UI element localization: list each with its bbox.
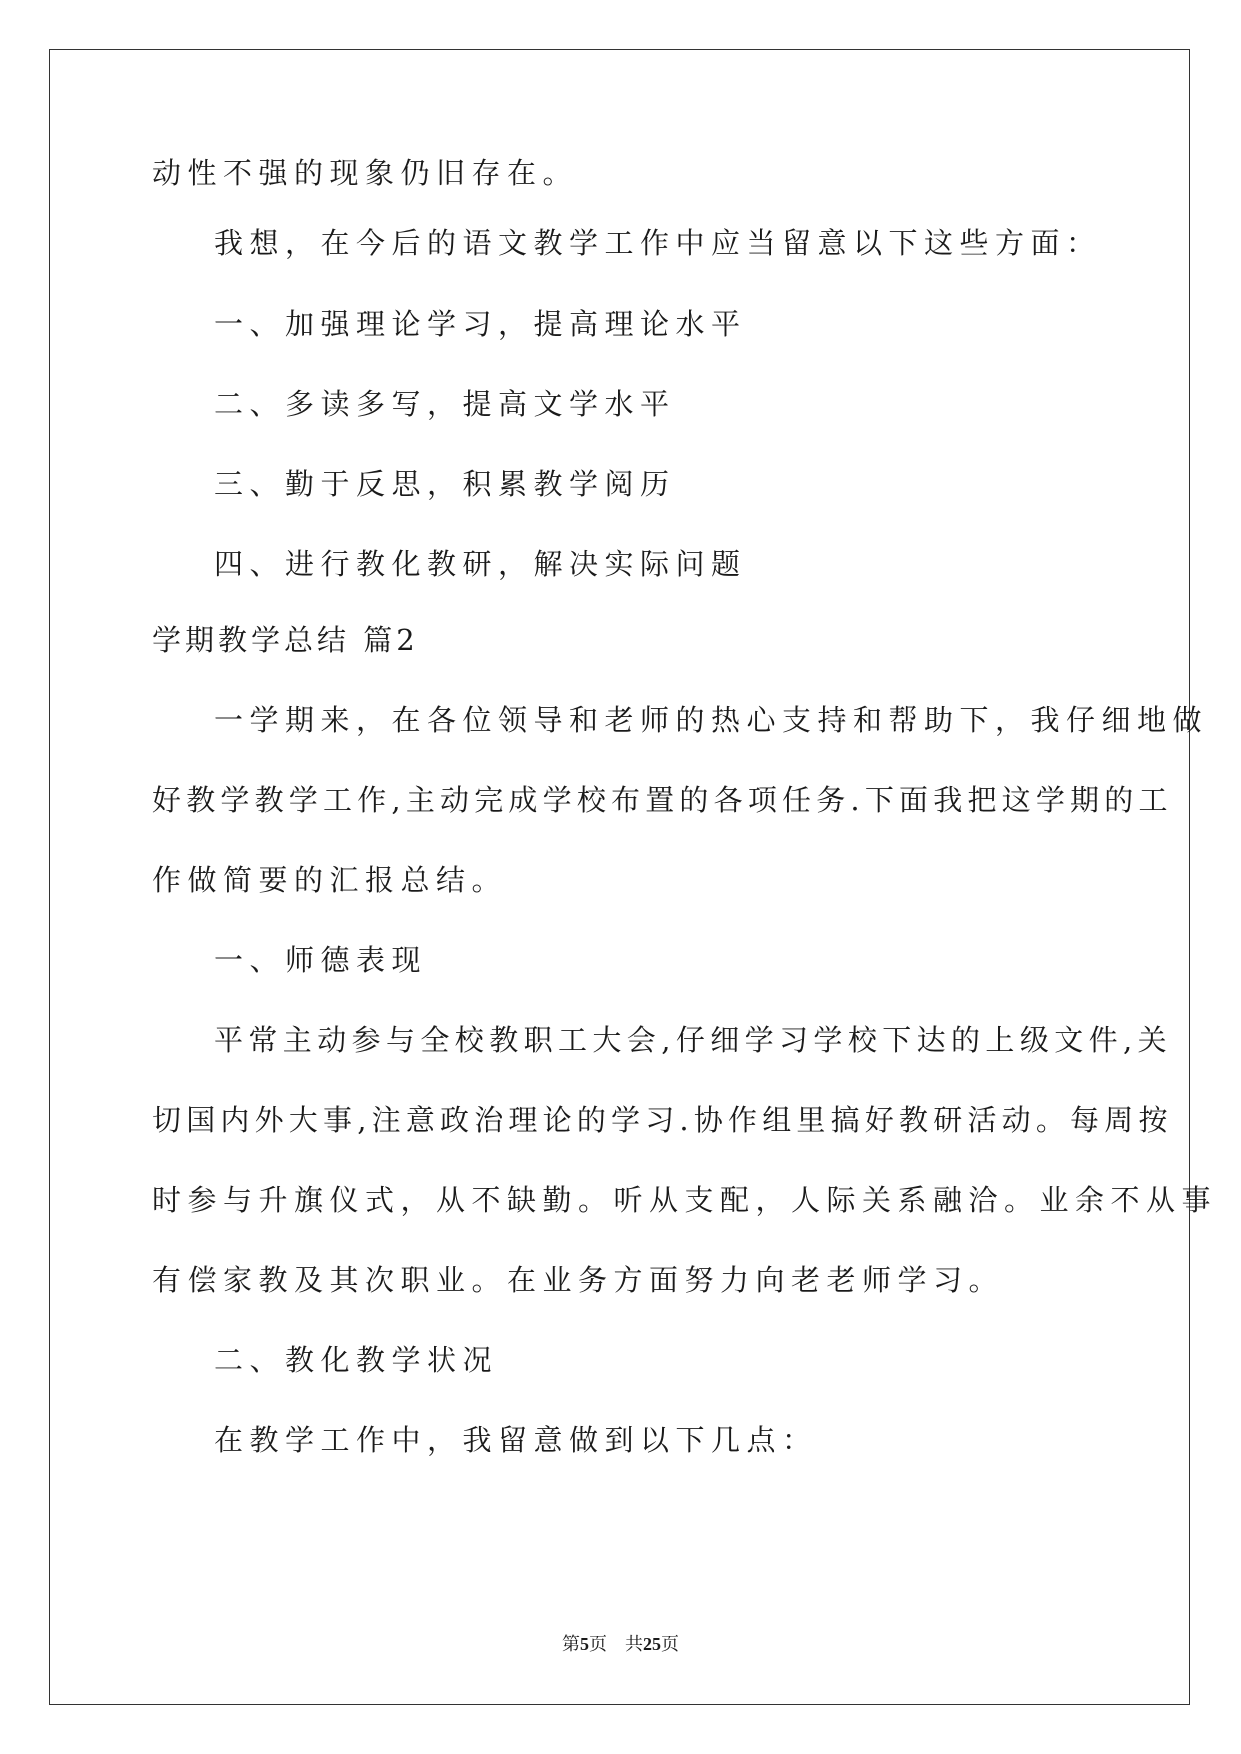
footer-suffix: 页 (661, 1634, 679, 1654)
list-item: 四、进行教化教研，解决实际问题 (214, 547, 747, 581)
paragraph-line: 我想，在今后的语文教学工作中应当留意以下这些方面： (214, 226, 1102, 260)
subsection-heading: 二、教化教学状况 (214, 1343, 499, 1377)
total-pages-number: 25 (643, 1634, 661, 1654)
paragraph-line: 动性不强的现象仍旧存在。 (152, 156, 579, 190)
section-heading: 学期教学总结 篇2 (152, 623, 419, 657)
list-item: 三、勤于反思，积累教学阅历 (214, 467, 676, 501)
paragraph-line: 在教学工作中，我留意做到以下几点： (214, 1423, 818, 1457)
paragraph-line: 有偿家教及其次职业。在业务方面努力向老老师学习。 (152, 1263, 1005, 1297)
footer-middle: 页 共 (589, 1634, 643, 1654)
paragraph-line: 时参与升旗仪式，从不缺勤。听从支配，人际关系融洽。业余不从事 (152, 1183, 1218, 1217)
page-footer (0, 1632, 1241, 1656)
current-page-number: 5 (580, 1634, 589, 1654)
list-item: 一、加强理论学习，提高理论水平 (214, 307, 747, 341)
footer-prefix: 第 (562, 1634, 580, 1654)
list-item: 二、多读多写，提高文学水平 (214, 387, 676, 421)
paragraph-line: 好教学教学工作,主动完成学校布置的各项任务.下面我把这学期的工 (152, 783, 1173, 817)
paragraph-line: 切国内外大事,注意政治理论的学习.协作组里搞好教研活动。每周按 (152, 1103, 1173, 1137)
paragraph-line: 平常主动参与全校教职工大会,仔细学习学校下达的上级文件,关 (214, 1023, 1173, 1057)
paragraph-line: 一学期来，在各位领导和老师的热心支持和帮助下，我仔细地做 (214, 703, 1209, 737)
subsection-heading: 一、师德表现 (214, 943, 428, 977)
paragraph-line: 作做简要的汇报总结。 (152, 863, 508, 897)
